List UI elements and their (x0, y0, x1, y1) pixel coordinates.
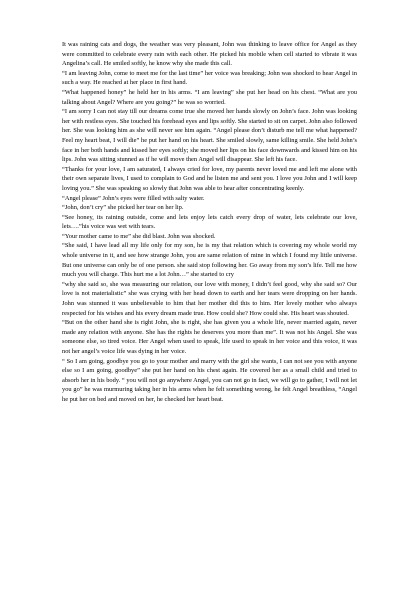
paragraph: “But on the other hand she is right John, she is right, she has given you a whole life, never married again, never made any relation with anyone. She has the rights he deserves you more than me”. It was not his Angel. She was someone else, so tired voice. Her Angel when used to speak, life used to speak in her voice and this voice, it was not her angel’s voice life was dying in her voice. (62, 319, 357, 355)
paragraph: “why she said so, she was measuring our relation, our love with money, I didn’t feel good, why she said so? Our love is not materialistic” she was crying with her head down to earth and her tears were dropping on her hands. John was stunned it was unbelievable to him that her mother did this to him. Her lovely mother who always respected for his wishes and his every dream made true. How could she? How could she. His heart was shouted. (62, 280, 357, 317)
paragraph: “I am sorry I can not stay till our dreams come true she moved her hands slowly on John’s face. John was looking her with restless eyes. She touched his forehead eyes and lips softly. She started to sit on carpet. John also followed her. She was looking him as she will never see him again. “Angel please don’t disturb me tell me what happened? Feel my heart beat, I will die” he put her hand on his heart. She smiled slowly, same killing smile. She held John’s face in her both hands and kissed her eyes softly; she moved her lips on his face downwards and kissed him on his lips. John was sitting stunned as if he will move then Angel will disappear. She left his face. (62, 108, 357, 164)
paragraph: “See honey, its raining outside, come and lets enjoy lets catch every drop of water, lets celebrate our love, lets….”his voice was wet with tears. (62, 213, 357, 231)
paragraph: “Your mother came to me” she did blast. John was shocked. (62, 232, 216, 240)
story-text (62, 40, 357, 405)
paragraph: “What happened honey” he held her in his arms. “I am leaving” she put her head on his chest. “What are you talking about Angel? Where are you going?” he was so worried. (62, 88, 357, 106)
paragraph: “I am leaving John, come to meet me for the last time” her voice was breaking; John was shocked to hear Angel in such a way. He reached at her place in first hand. (62, 69, 357, 87)
paragraph: “Angel please” John’s eyes were filled with salty water. (62, 194, 205, 202)
paragraph: “Thanks for your love, I am saturated, I always cried for love, my parents never loved me and left me alone with their own separate lives, I used to complain to God and he listen me and sent you. I love you John and I will keep loving you.” She was speaking so slowly that John was able to hear after concentrating keenly. (62, 165, 357, 192)
paragraph: “John, don’t cry” she picked her tear on her lip. (62, 204, 184, 212)
paragraph: “ So I am going, goodbye you go to your mother and marry with the girl she wants, I can not see you with anyone else so I am going, goodbye” she put her hand on his chest again. He covered her as a small child and tried to absorb her in his body. “ you will not go anywhere Angel, you can not go in fact, we will go to gather, I will not let you go” he was murmuring taking her in his arms when he felt something wrong, he felt Angel breathless, “Angel he put her on bed and moved on her, he checked her heart beat. (62, 357, 357, 403)
paragraph: It was raining cats and dogs, the weather was very pleasant, John was thinking to leave office for Angel as they were committed to celebrate every rain with each other. He picked his mobile when cell started to vibrate it was Angelina’s call. He smiled softly, he know why she made this call. (62, 41, 357, 68)
paragraph: “She said, I have lead all my life only for my son, he is my that relation which is covering my whole world my whole universe in it, and see how strange John, you are same relation of mine in which I found my little universe. But one universe can only be of one person. she said stop following her. Go away from my son’s life. Tell me how much you will charge. This hurt me a lot John…” she started to cry (62, 242, 357, 279)
